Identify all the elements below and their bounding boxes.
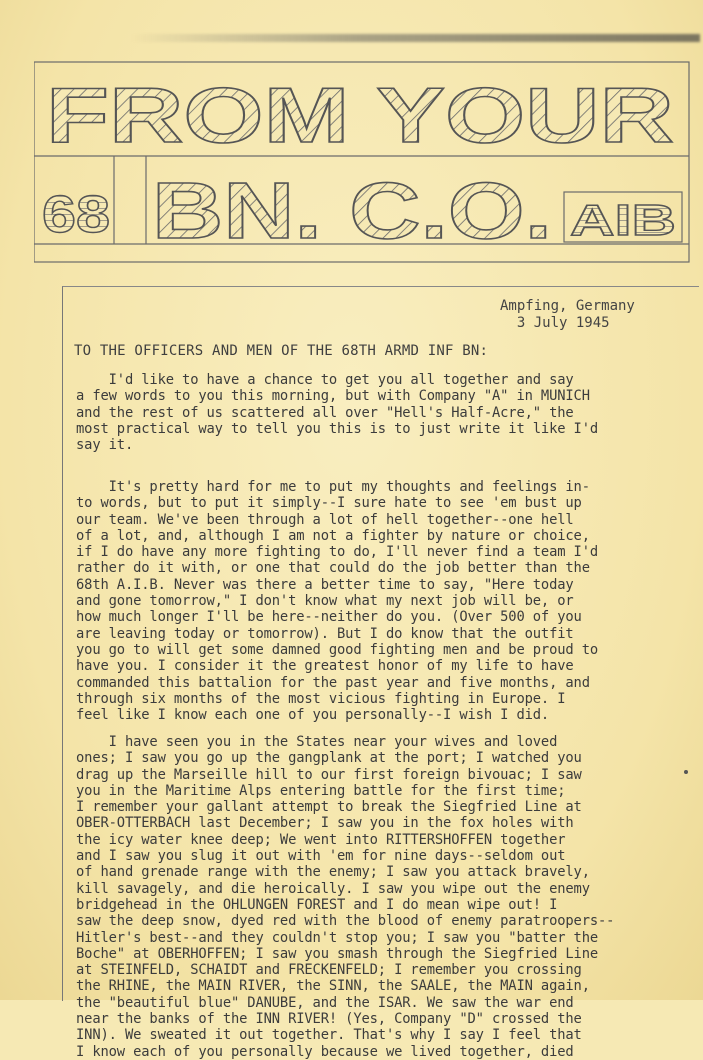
masthead-line1: FROM YOUR <box>46 71 674 159</box>
masthead-graphic <box>34 52 693 274</box>
letter-paragraph-2: It's pretty hard for me to put my thoughts and feelings in- to words, but to put it simply--I sure hate to see 'em bust up our team. We've been through a lot of hell together--one hell of a lot, and, although I am not a fighter by nature or choice, if I do have any more fighting to do, I'll never find a team I'd rather do it with, or one that could do the job better than the 68th A.I.B. Never was there a better time to say, "Here today and gone tomorrow," I don't know what my next job will be, or how much longer I'll be here--neither do you. (Over 500 of you are leaving today or tomorrow). But I do know that the outfit you go to will get some damned good fighting men and be proud to have you. I consider it the greatest honor of my life to have commanded this battalion for the past year and five months, and through six months of the most vicious fighting in Europe. I feel like I know each one of you personally--I wish I did. <box>76 479 599 724</box>
salutation: TO THE OFFICERS AND MEN OF THE 68TH ARMD INF BN: <box>74 343 489 359</box>
dateline <box>500 298 635 332</box>
dateline-place: Ampfing, Germany <box>500 298 635 314</box>
ink-spot <box>684 770 688 774</box>
ink-smudge <box>130 34 700 42</box>
masthead-unit-tag: AIB <box>570 196 676 245</box>
masthead <box>34 52 693 274</box>
masthead-unit-number: 68 <box>42 186 110 244</box>
letter-paragraph-3: I have seen you in the States near your wives and loved ones; I saw you go up the gangplank at the port; I watched you drag up the Marseille hill to our first foreign bivouac; I saw you in the Maritime Alps entering battle for the first time; I remember your gallant attempt to break the Siegfried Line at OBER-OTTERBACH last December; I saw you in the fox holes with the icy water knee deep; We went into RITTERSHOFFEN together and I saw you slug it out with 'em for nine days--seldom out of hand grenade range with the enemy; I saw you attack bravely, kill savagely, and die heroically. I saw you wipe out the enemy bridgehead in the OHLUNGEN FOREST and I do mean wipe out! I saw the deep snow, dyed red with the blood of enemy paratroopers-- Hitler's best--and they couldn't stop you; I saw you "batter the Boche" at OBERHOFFEN; I saw you smash through the Siegfried Line at STEINFELD, SCHAIDT and FRECKENFELD; I remember you crossing the RHINE, the MAIN RIVER, the SINN, the SAALE, the MAIN again, the "beautiful blue" DANUBE, and the ISAR. We saw the war end near the banks of the INN RIVER! (Yes, Company "D" crossed the INN). We sweated it out together. That's why I say I feel that I know each of you personally because we lived together, died <box>76 734 615 1060</box>
masthead-line2: BN. C.O. <box>152 166 552 255</box>
letter-paragraph-1: I'd like to have a chance to get you all together and say a few words to you this morning, but with Company "A" in MUNICH and the rest of us scattered all over "Hell's Half-Acre," the most practical way to tell you this is to just write it like I'd say it. <box>76 372 599 454</box>
dateline-date: 3 July 1945 <box>516 315 610 331</box>
